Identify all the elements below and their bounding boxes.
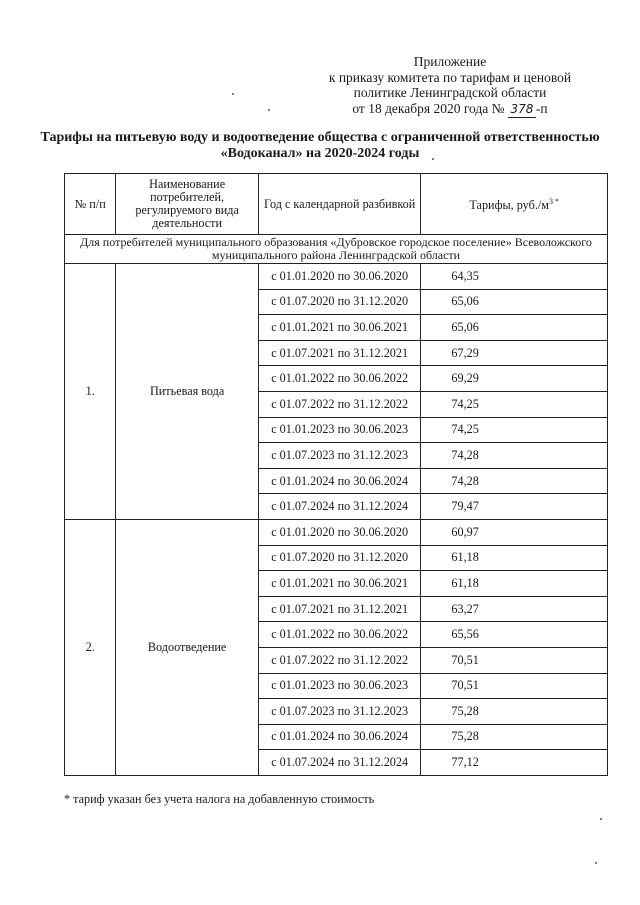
tariff-cell: 74,28 [421, 443, 608, 469]
document-title [30, 130, 610, 162]
tariff-cell: 74,25 [421, 391, 608, 417]
group-row [65, 235, 608, 264]
tariff-cell: 67,29 [421, 340, 608, 366]
period-cell: с 01.07.2021 по 31.12.2021 [258, 596, 420, 622]
appendix-committee: политике Ленинградской области [353, 85, 547, 100]
header-tariff-sup: 3 * [548, 197, 559, 207]
period-cell: с 01.01.2022 по 30.06.2022 [258, 366, 420, 392]
order-number: 378 [508, 102, 536, 119]
table-row [65, 519, 608, 545]
period-cell: с 01.01.2021 по 30.06.2021 [258, 571, 420, 597]
period-cell: с 01.07.2020 по 31.12.2020 [258, 545, 420, 571]
tariff-cell: 64,35 [421, 264, 608, 290]
scan-speck [600, 818, 602, 820]
appendix-order-ref: к приказу комитета по тарифам и ценовой [328, 69, 572, 85]
period-cell: с 01.01.2023 по 30.06.2023 [258, 673, 420, 699]
period-cell: с 01.01.2022 по 30.06.2022 [258, 622, 420, 648]
tariff-cell: 77,12 [421, 750, 608, 776]
table-row [65, 264, 608, 290]
order-suffix: -п [535, 100, 548, 116]
period-cell: с 01.01.2021 по 30.06.2021 [258, 315, 420, 341]
section-number: 2. [65, 519, 116, 775]
order-date-text: от 18 декабря 2020 года № [352, 100, 505, 116]
tariff-cell: 75,28 [421, 699, 608, 725]
scan-speck [432, 158, 434, 160]
tariff-cell: 75,28 [421, 724, 608, 750]
header-num: № п/п [65, 174, 116, 235]
tariff-cell: 65,06 [421, 289, 608, 315]
title-line-1: Тарифы на питьевую воду и водоотведение общества с ограниченной ответственностью [40, 130, 600, 145]
tariff-cell: 61,18 [421, 571, 608, 597]
tariff-table [64, 173, 608, 776]
tariff-cell: 63,27 [421, 596, 608, 622]
section-name: Водоотведение [116, 519, 259, 775]
tariff-cell: 79,47 [421, 494, 608, 520]
period-cell: с 01.07.2022 по 31.12.2022 [258, 391, 420, 417]
scan-speck [595, 862, 597, 864]
scan-speck [232, 93, 234, 95]
tariff-cell: 74,25 [421, 417, 608, 443]
period-cell: с 01.07.2024 по 31.12.2024 [258, 494, 420, 520]
tariff-cell: 70,51 [421, 673, 608, 699]
period-cell: с 01.07.2021 по 31.12.2021 [258, 340, 420, 366]
tariff-cell: 60,97 [421, 519, 608, 545]
scan-speck [268, 109, 270, 111]
section-name: Питьевая вода [116, 264, 259, 520]
header-tariff-label: Тарифы, руб./м [469, 198, 549, 213]
period-cell: с 01.01.2020 по 30.06.2020 [258, 264, 420, 290]
tariff-cell: 74,28 [421, 468, 608, 494]
header-name: Наименование потребителей, регулируемого вида деятельности [116, 174, 259, 235]
period-cell: с 01.07.2023 по 31.12.2023 [258, 443, 420, 469]
tariff-cell: 70,51 [421, 647, 608, 673]
appendix-order-date [300, 101, 600, 119]
appendix-title: Приложение [413, 54, 487, 69]
period-cell: с 01.07.2023 по 31.12.2023 [258, 699, 420, 725]
period-cell: с 01.01.2024 по 30.06.2024 [258, 468, 420, 494]
period-cell: с 01.01.2023 по 30.06.2023 [258, 417, 420, 443]
table-header-row [65, 174, 608, 235]
period-cell: с 01.07.2022 по 31.12.2022 [258, 647, 420, 673]
period-cell: с 01.01.2024 по 30.06.2024 [258, 724, 420, 750]
tariff-cell: 65,56 [421, 622, 608, 648]
title-line-2: «Водоканал» на 2020-2024 годы [220, 146, 420, 161]
period-cell: с 01.07.2024 по 31.12.2024 [258, 750, 420, 776]
header-tariff [421, 174, 608, 235]
header-period: Год с календарной разбивкой [258, 174, 420, 235]
footnote: * тариф указан без учета налога на добавленную стоимость [64, 792, 375, 806]
period-cell: с 01.01.2020 по 30.06.2020 [258, 519, 420, 545]
period-cell: с 01.07.2020 по 31.12.2020 [258, 289, 420, 315]
tariff-cell: 61,18 [421, 545, 608, 571]
appendix-block [300, 54, 600, 118]
tariff-cell: 69,29 [421, 366, 608, 392]
tariff-cell: 65,06 [421, 315, 608, 341]
group-label: Для потребителей муниципального образования «Дубровское городское поселение» Всеволожского муниципального района Ленинградской области [65, 235, 608, 264]
section-number: 1. [65, 264, 116, 520]
